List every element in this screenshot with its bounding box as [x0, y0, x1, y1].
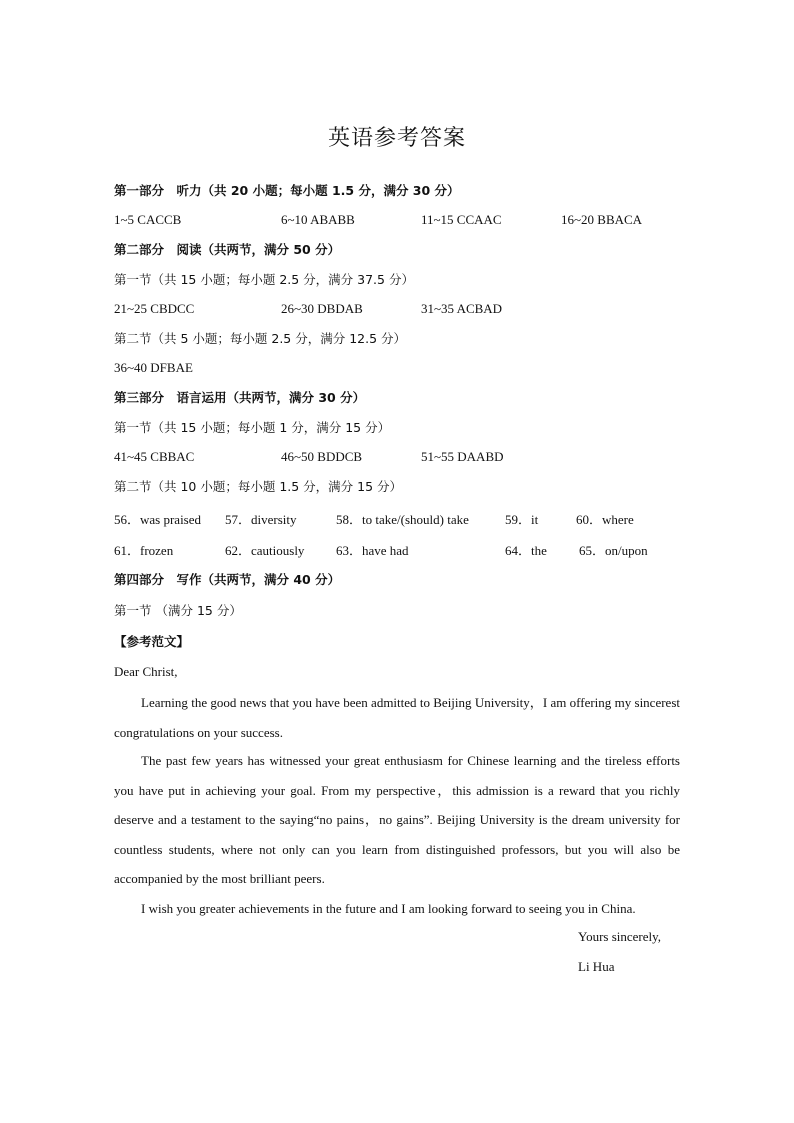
essay-paragraph: Learning the good news that you have been admitted to Beijing University，I am offering my sincerest congratulations on your success. [114, 695, 680, 740]
part3-section2-heading: 第二节（共 10 小题；每小题 1.5 分，满分 15 分） [114, 479, 403, 494]
fill-answer: 61．frozen [114, 543, 174, 558]
part4-heading: 第四部分 写作（共两节，满分 40 分） [114, 572, 341, 587]
part3-section1-answer: 51~55 DAABD [421, 449, 504, 464]
part2-section1-answer: 26~30 DBDAB [281, 301, 363, 316]
part3-section1-answer: 46~50 BDDCB [281, 449, 363, 464]
page-title: 英语参考答案 [327, 126, 466, 151]
sample-essay-label: 【参考范文】 [114, 634, 190, 649]
fill-answer: 64．the [505, 543, 547, 558]
essay-paragraph: The past few years has witnessed your great enthusiasm for Chinese learning and the tireless efforts you have put in achieving your goal. From my perspective，this admission is a reward that you richly deserve and a testament to the saying“no pains，no gains”. Beijing University is the dream university for countless students, where not only can you learn from distinguished professors, but you will also be accompanied by the most brilliant peers. [114, 753, 680, 887]
part3-section1-heading: 第一节（共 15 小题；每小题 1 分，满分 15 分） [114, 420, 391, 435]
part1-answer: 1~5 CACCB [114, 212, 182, 227]
part1-heading: 第一部分 听力（共 20 小题；每小题 1.5 分，满分 30 分） [114, 183, 460, 198]
essay-closing: Yours sincerely, [578, 929, 662, 944]
fill-answer: 63．have had [336, 543, 409, 558]
fill-answer: 59．it [505, 512, 539, 527]
fill-answer: 56．was praised [114, 512, 202, 527]
fill-answer: 62．cautiously [225, 543, 305, 558]
part3-heading: 第三部分 语言运用（共两节，满分 30 分） [114, 390, 366, 405]
essay-signature: Li Hua [578, 959, 615, 974]
fill-answer: 65．on/upon [579, 543, 648, 558]
part2-section2-answer: 36~40 DFBAE [114, 360, 193, 375]
part1-answer: 6~10 ABABB [281, 212, 355, 227]
part1-answer: 11~15 CCAAC [421, 212, 502, 227]
part2-heading: 第二部分 阅读（共两节，满分 50 分） [114, 242, 341, 257]
part2-section2-heading: 第二节（共 5 小题；每小题 2.5 分，满分 12.5 分） [114, 331, 407, 346]
part4-section1-heading: 第一节 （满分 15 分） [114, 603, 242, 618]
essay-salutation: Dear Christ, [114, 664, 178, 679]
fill-answer: 60．where [576, 512, 634, 527]
part2-section1-answer: 21~25 CBDCC [114, 301, 195, 316]
essay-paragraph: I wish you greater achievements in the future and I am looking forward to seeing you in China. [141, 901, 636, 916]
part3-section1-answer: 41~45 CBBAC [114, 449, 195, 464]
part2-section1-heading: 第一节（共 15 小题；每小题 2.5 分，满分 37.5 分） [114, 272, 414, 287]
fill-answer: 57．diversity [225, 512, 297, 527]
fill-answer: 58．to take/(should) take [336, 512, 469, 527]
part1-answer: 16~20 BBACA [561, 212, 643, 227]
part2-section1-answer: 31~35 ACBAD [421, 301, 503, 316]
